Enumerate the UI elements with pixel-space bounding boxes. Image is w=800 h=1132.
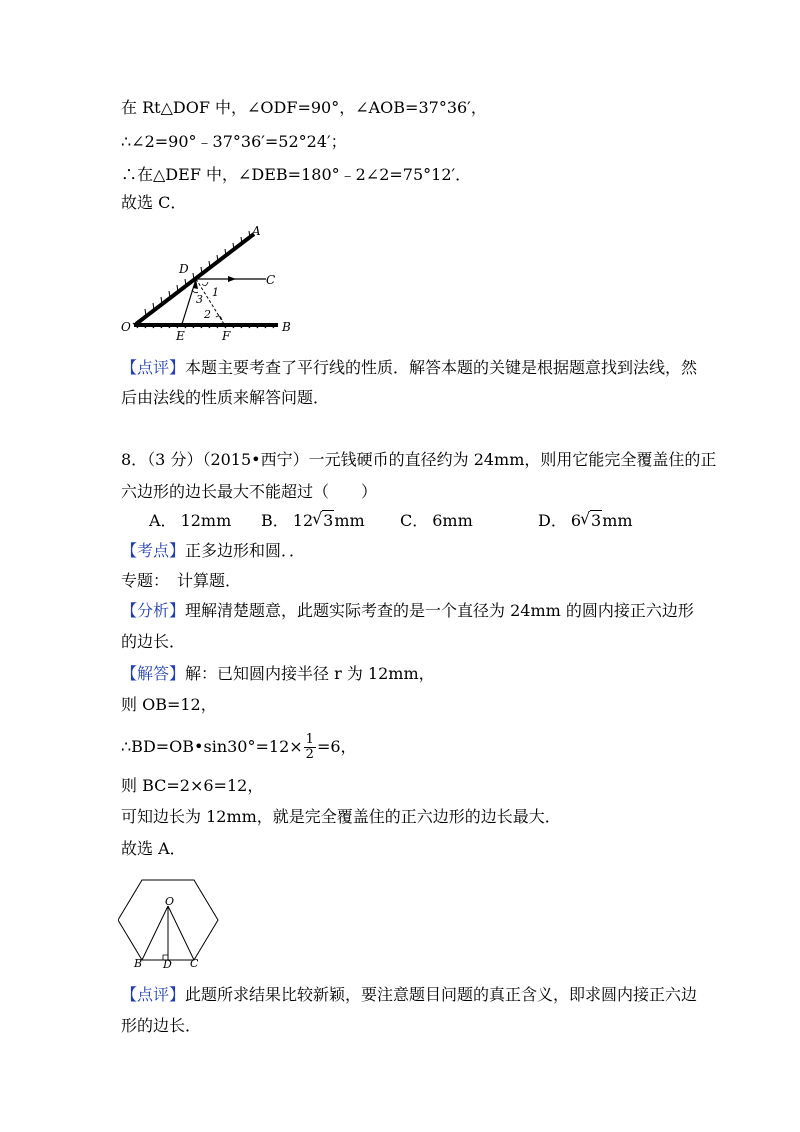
solution-step: 可知边长为 12mm，就是完全覆盖住的正六边形的边长最大．: [121, 807, 561, 826]
comment-tag: 【点评】: [121, 358, 186, 377]
label-3: 3: [196, 293, 203, 306]
q7-comment-line: 后由法线的性质来解答问题．: [121, 388, 330, 407]
option-a: A． 12mm: [149, 511, 232, 530]
segment-ob: [142, 906, 168, 960]
label-a: A: [252, 224, 261, 238]
zhuanti-line: 专题： 计算题．: [121, 571, 242, 590]
q7-step-line: ∴在△DEF 中，∠DEB=180°﹣2∠2=75°12′．: [121, 165, 472, 184]
fraction-half: $\frac{1}{2}$: [305, 732, 314, 762]
solution-step: 则 BC=2×6=12，: [121, 776, 264, 795]
jieda-line: 【解答】解：已知圆内接半径 r 为 12mm，: [121, 664, 435, 683]
segment-oc: [168, 906, 194, 960]
solution-step: 则 OB=12，: [121, 695, 217, 714]
q7-step-line: ∴∠2=90°﹣37°36′=52°24′；: [121, 132, 347, 151]
label-c: C: [190, 957, 199, 968]
label-2: 2: [204, 308, 211, 321]
label-b: B: [282, 320, 291, 334]
q8-stem-line: 8．（3 分）（2015•西宁）一元钱硬币的直径约为 24mm，则用它能完全覆盖住的正: [121, 450, 717, 469]
q8-hexagon-figure: [118, 876, 220, 968]
q8-answer: 故选 A．: [121, 839, 186, 858]
label-o: O: [165, 895, 175, 908]
label-e: E: [176, 329, 185, 340]
option-d: D． 6√ 3mm: [538, 510, 633, 532]
q7-comment-line: [121, 357, 697, 379]
kaodian-line: 【考点】正多边形和圆．．: [121, 541, 306, 560]
mirror-ob: [134, 323, 278, 327]
label-f: F: [222, 329, 231, 340]
label-d: D: [163, 958, 172, 968]
comment-tag: 【点评】: [121, 985, 186, 1004]
label-b: B: [134, 957, 143, 968]
label-d: D: [179, 262, 189, 276]
kaodian-tag: 【考点】: [121, 541, 186, 560]
q8-comment-line: [121, 984, 697, 1006]
comment-text: 本题主要考查了平行线的性质．解答本题的关键是根据题意找到法线，然: [185, 358, 698, 377]
q8-stem-line: 六边形的边长最大不能超过（ ）: [121, 482, 378, 501]
solution-step: ∴BD=OB•sin30°=12× $\frac{1}{2}$ =6，: [121, 732, 357, 762]
fenxi-line: 【分析】理解清楚题意，此题实际考查的是一个直径为 24mm 的圆内接正六边形: [121, 601, 694, 620]
q8-comment-line: 形的边长．: [121, 1016, 202, 1035]
label-c: C: [266, 273, 276, 287]
q7-step-line: 在 Rt△DOF 中，∠ODF=90°，∠AOB=37°36′，: [121, 98, 487, 117]
option-b: B． 12√ 3mm: [261, 510, 365, 532]
jieda-tag: 【解答】: [121, 664, 186, 683]
option-c: C． 6mm: [400, 511, 473, 530]
fenxi-line: 的边长．: [121, 632, 186, 651]
q7-mirror-figure: [116, 222, 296, 340]
comment-text: 此题所求结果比较新颖，要注意题目问题的真正含义，即求圆内接正六边: [185, 985, 698, 1004]
arrow-dc: [228, 276, 236, 282]
fenxi-tag: 【分析】: [121, 601, 186, 620]
q7-answer: 故选 C．: [121, 193, 187, 212]
label-o: O: [121, 320, 131, 334]
label-1: 1: [212, 286, 219, 299]
